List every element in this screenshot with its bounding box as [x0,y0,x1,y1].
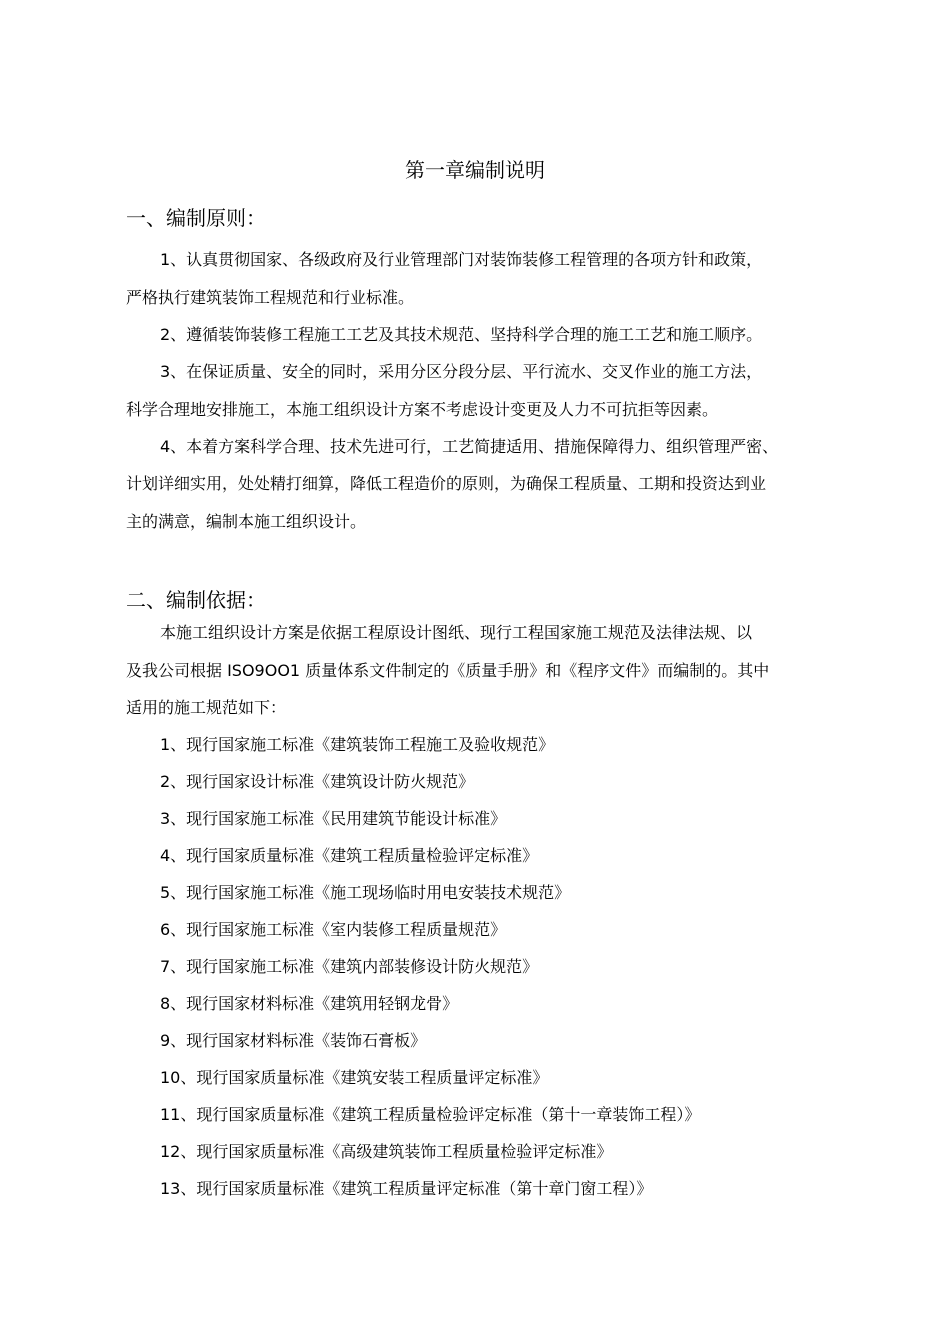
standard-list-item: 7、现行国家施工标准《建筑内部装修设计防火规范》 [160,957,539,976]
standard-list-item: 5、现行国家施工标准《施工现场临时用电安装技术规范》 [160,883,571,902]
principle-line: 严格执行建筑装饰工程规范和行业标准。 [126,288,415,307]
standard-list-item: 9、现行国家材料标准《装饰石膏板》 [160,1031,427,1050]
principle-line: 4、本着方案科学合理、技术先进可行，工艺简捷适用、措施保障得力、组织管理严密、 [160,437,779,456]
standard-list-item: 1、现行国家施工标准《建筑装饰工程施工及验收规范》 [160,735,555,754]
principle-line: 3、在保证质量、安全的同时，采用分区分段分层、平行流水、交叉作业的施工方法， [160,362,763,381]
standard-list-item: 2、现行国家设计标准《建筑设计防火规范》 [160,772,475,791]
standard-list-item: 4、现行国家质量标准《建筑工程质量检验评定标准》 [160,846,539,865]
principle-line: 科学合理地安排施工，本施工组织设计方案不考虑设计变更及人力不可抗拒等因素。 [126,400,719,419]
chapter-title: 第一章编制说明 [405,158,545,182]
section-heading-principles: 一、编制原则： [126,206,266,230]
principle-line: 2、遵循装饰装修工程施工工艺及其技术规范、坚持科学合理的施工工艺和施工顺序。 [160,325,763,344]
principle-line: 计划详细实用，处处精打细算，降低工程造价的原则，为确保工程质量、工期和投资达到业 [126,474,767,493]
standard-list-item: 8、现行国家材料标准《建筑用轻钢龙骨》 [160,994,459,1013]
principle-line: 主的满意，编制本施工组织设计。 [126,512,367,531]
basis-intro-line: 及我公司根据 ISO9OO1 质量体系文件制定的《质量手册》和《程序文件》而编制的。其中 [126,661,770,680]
standard-list-item: 10、现行国家质量标准《建筑安装工程质量评定标准》 [160,1068,549,1087]
section-heading-basis: 二、编制依据： [126,588,266,612]
principle-line: 1、认真贯彻国家、各级政府及行业管理部门对装饰装修工程管理的各项方针和政策， [160,250,763,269]
basis-intro-line: 适用的施工规范如下： [126,698,287,717]
standard-list-item: 13、现行国家质量标准《建筑工程质量评定标准（第十章门窗工程）》 [160,1179,653,1198]
basis-intro-line: 本施工组织设计方案是依据工程原设计图纸、现行工程国家施工规范及法律法规、以 [160,623,753,642]
standard-list-item: 3、现行国家施工标准《民用建筑节能设计标准》 [160,809,507,828]
standard-list-item: 12、现行国家质量标准《高级建筑装饰工程质量检验评定标准》 [160,1142,613,1161]
standard-list-item: 11、现行国家质量标准《建筑工程质量检验评定标准（第十一章装饰工程）》 [160,1105,701,1124]
standard-list-item: 6、现行国家施工标准《室内装修工程质量规范》 [160,920,507,939]
